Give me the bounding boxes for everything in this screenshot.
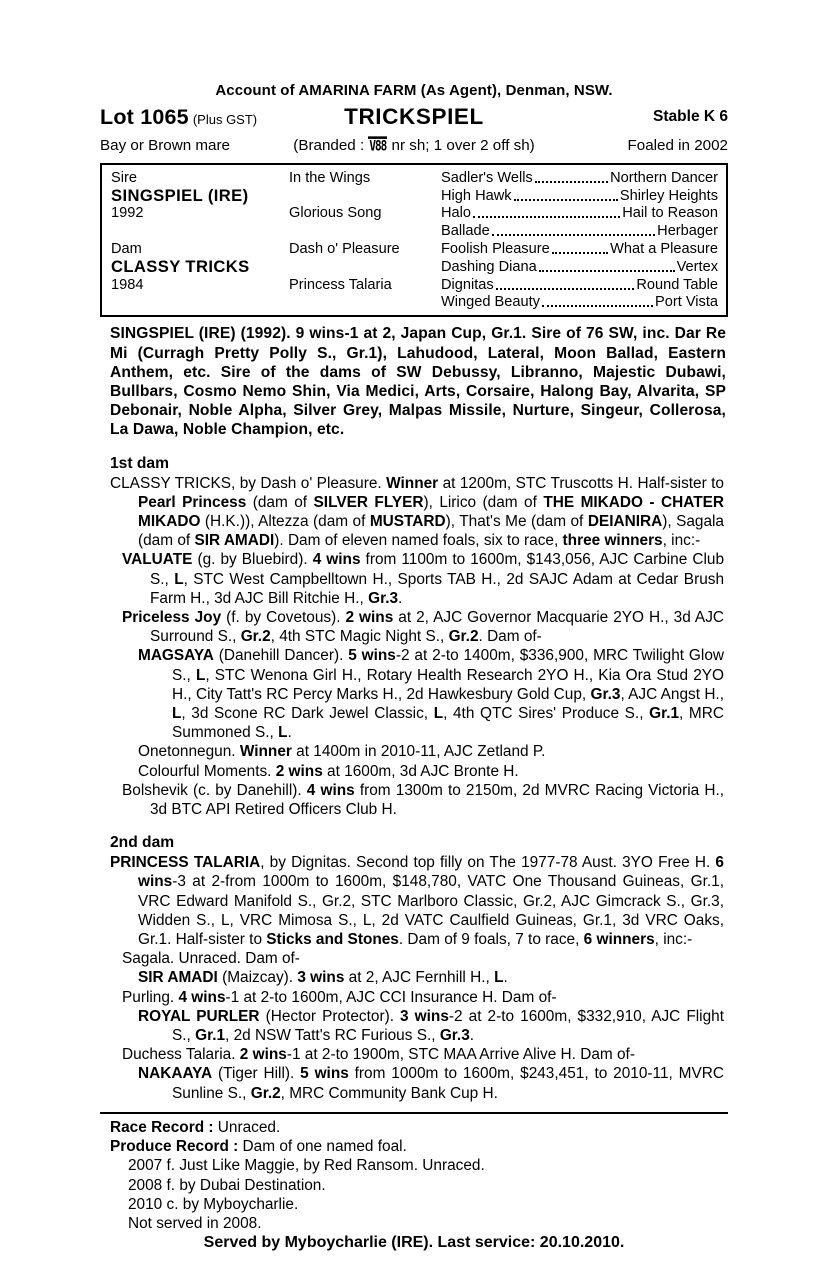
dot-leader: [492, 234, 655, 236]
brand-mark: V88: [369, 137, 387, 155]
catalog-page: [100, 0, 728, 1252]
gen2-sire-sire: In the Wings: [289, 169, 371, 186]
gen3-row: [441, 241, 718, 257]
sire-label: Sire: [111, 169, 137, 186]
gen3-right: Vertex: [676, 258, 718, 275]
gen3-right: What a Pleasure: [610, 241, 718, 258]
gen3-right: Shirley Heights: [619, 187, 718, 204]
brand-prefix: (Branded :: [293, 137, 369, 154]
gen3-row: [441, 205, 718, 221]
pedigree-entry-magsaya: MAGSAYA (Danehill Dancer). 5 wins-2 at 2-to 1400m, $336,900, MRC Twilight Glow S., L, STC Wenona Girl H., Rotary Health Research 2YO H., Kia Ora Stud 2YO H., City Tatt's RC Percy Marks H., 2d Hawkesbury Gold Cup, Gr.3, AJC Angst H., L, 3d Scone RC Dark Jewel Classic, L, 4th QTC Sires' Produce S., Gr.1, MRC Summoned S., L.: [138, 647, 724, 742]
dot-leader: [496, 288, 635, 290]
gen2-sire-dam: Glorious Song: [289, 205, 382, 222]
gen3-row: [441, 294, 718, 310]
horse-description: Bay or Brown mare: [100, 137, 230, 154]
horse-name: TRICKSPIEL: [344, 104, 484, 129]
gen3-right: Round Table: [636, 276, 718, 293]
gen3-left: Foolish Pleasure: [441, 241, 550, 258]
brand-info: [293, 137, 534, 154]
produce-line-2007: 2007 f. Just Like Maggie, by Red Ransom. Unraced.: [128, 1157, 485, 1175]
pedigree-entry-bolshevik: Bolshevik (c. by Danehill). 4 wins from 1300m to 2150m, 2d MVRC Racing Victoria H., 3d BTC API Retired Officers Club H.: [122, 781, 725, 819]
gen3-right: Port Vista: [655, 294, 718, 311]
pedigree-table: [100, 163, 728, 317]
pedigree-entry-duchess-talaria: Duchess Talaria. 2 wins-1 at 2-to 1900m, STC MAA Arrive Alive H. Dam of-: [122, 1046, 635, 1064]
gen3-left: Ballade: [441, 223, 490, 240]
dot-leader: [552, 252, 608, 254]
gen2-dam-sire: Dash o' Pleasure: [289, 241, 400, 258]
produce-line-2010: 2010 c. by Myboycharlie.: [128, 1195, 299, 1213]
pedigree-entry-valuate: VALUATE (g. by Bluebird). 4 wins from 1100m to 1600m, $143,056, AJC Carbine Club S., L, STC West Campbelltown H., Sports TAB H., 2d SAJC Adam at Cedar Brush Farm H., 3d AJC Bill Ritchie H., Gr.3.: [122, 551, 725, 607]
sire-name: SINGSPIEL (IRE): [111, 185, 249, 205]
gen3-left: Halo: [441, 205, 472, 222]
gen3-row: [441, 277, 718, 293]
footer-divider: [100, 1112, 728, 1114]
gen3-right: Northern Dancer: [610, 169, 718, 186]
gen3-right: Hail to Reason: [622, 205, 718, 222]
gen3-row: [441, 223, 718, 239]
produce-record: Produce Record : Dam of one named foal.: [110, 1138, 407, 1156]
pedigree-entry-nakaaya: NAKAAYA (Tiger Hill). 5 wins from 1000m to 1600m, $243,451, to 2010-11, MVRC Sunline S., Gr.2, MRC Community Bank Cup H.: [138, 1065, 724, 1102]
pedigree-entry-sir-amadi: SIR AMADI (Maizcay). 3 wins at 2, AJC Fernhill H., L.: [138, 969, 508, 987]
pedigree-entry-colourful-moments: Colourful Moments. 2 wins at 1600m, 3d AJC Bronte H.: [138, 762, 519, 780]
gen3-left: Dashing Diana: [441, 258, 537, 275]
gen3-row: [441, 259, 718, 275]
produce-line-2008: 2008 f. by Dubai Destination.: [128, 1176, 326, 1194]
pedigree-entry-onetonnegun: Onetonnegun. Winner at 1400m in 2010-11, AJC Zetland P.: [138, 743, 546, 761]
pedigree-entry-classy-tricks: CLASSY TRICKS, by Dash o' Pleasure. Winner at 1200m, STC Truscotts H. Half-sister to Pearl Princess (dam of SILVER FLYER), Lirico (dam of THE MIKADO - CHATER MIKADO (H.K.)), Altezza (dam of MUSTARD), That's Me (dam of DEIANIRA), Sagala (dam of SIR AMADI). Dam of eleven named foals, six to race, three winners, inc:-: [110, 474, 724, 550]
race-record: Race Record : Unraced.: [110, 1118, 281, 1136]
dot-leader: [514, 199, 618, 201]
dot-leader: [473, 216, 620, 218]
sire-summary: SINGSPIEL (IRE) (1992). 9 wins-1 at 2, Japan Cup, Gr.1. Sire of 76 SW, inc. Dar Re Mi (Curragh Pretty Polly S., Gr.1), Lahudood, Lateral, Moon Ballad, Eastern Anthem, etc. Sire of the dams of SW Debussy, Libranno, Majestic Dubawi, Bullbars, Cosmo Nemo Shin, Via Medici, Arts, Corsaire, Halong Bay, Alvarita, SP Debonair, Noble Alpha, Silver Grey, Malpas Missile, Nurture, Singeur, Collerosa, La Dawa, Noble Champion, etc.: [110, 325, 726, 439]
second-dam-heading: 2nd dam: [110, 834, 175, 852]
first-dam-heading: 1st dam: [110, 454, 169, 472]
dot-leader: [535, 181, 608, 183]
gen3-left: Sadler's Wells: [441, 169, 533, 186]
gen3-left: Winged Beauty: [441, 294, 540, 311]
brand-suffix: nr sh; 1 over 2 off sh): [387, 137, 535, 154]
pedigree-entry-sagala: Sagala. Unraced. Dam of-: [122, 950, 300, 968]
dam-name: CLASSY TRICKS: [111, 256, 250, 276]
horse-info-line: [100, 137, 728, 154]
gst-note: (Plus GST): [192, 112, 258, 127]
not-served-note: Not served in 2008.: [128, 1214, 262, 1232]
pedigree-entry-priceless-joy: Priceless Joy (f. by Covetous). 2 wins at 2, AJC Governor Macquarie 2YO H., 3d AJC Surround S., Gr.2, 4th STC Magic Night S., Gr.2. Dam of-: [122, 609, 725, 646]
dam-label: Dam: [111, 241, 142, 258]
pedigree-entry-princess-talaria: PRINCESS TALARIA, by Dignitas. Second top filly on The 1977-78 Aust. 3YO Free H. 6 wins-3 at 2-from 1000m to 1600m, $148,780, VATC One Thousand Guineas, Gr.1, VRC Edward Manifold S., Gr.2, STC Marlboro Classic, Gr.2, AJC Gimcrack S., Gr.3, Widden S., L, VRC Mimosa S., L, 2d VATC Caulfield Guineas, Gr.1, 3d VRC Oaks, Gr.1. Half-sister to Sticks and Stones. Dam of 9 foals, 7 to race, 6 winners, inc:-: [110, 854, 724, 949]
gen2-dam-dam: Princess Talaria: [289, 276, 392, 293]
dot-leader: [542, 305, 653, 307]
gen3-left: High Hawk: [441, 187, 512, 204]
pedigree-entry-royal-purler: ROYAL PURLER (Hector Protector). 3 wins-2 at 2-to 1600m, $332,910, AJC Flight S., Gr.1, 2d NSW Tatt's RC Furious S., Gr.3.: [138, 1007, 724, 1045]
stable-number: Stable K 6: [653, 108, 728, 125]
gen3-row: [441, 188, 718, 204]
gen3-right: Herbager: [657, 223, 718, 240]
lot-number-group: [100, 105, 344, 130]
gen3-row: [441, 170, 718, 186]
dot-leader: [539, 270, 675, 272]
dam-year: 1984: [111, 276, 144, 293]
foaled-year: Foaled in 2002: [627, 137, 728, 154]
account-line: Account of AMARINA FARM (As Agent), Denman, NSW.: [215, 82, 613, 99]
service-note: Served by Myboycharlie (IRE). Last service: 20.10.2010.: [203, 1234, 625, 1252]
gen3-left: Dignitas: [441, 276, 494, 293]
lot-header: [100, 104, 728, 130]
lot-number: Lot 1065: [100, 105, 189, 129]
pedigree-entry-purling: Purling. 4 wins-1 at 2-to 1600m, AJC CCI Insurance H. Dam of-: [122, 988, 557, 1006]
sire-year: 1992: [111, 205, 144, 222]
